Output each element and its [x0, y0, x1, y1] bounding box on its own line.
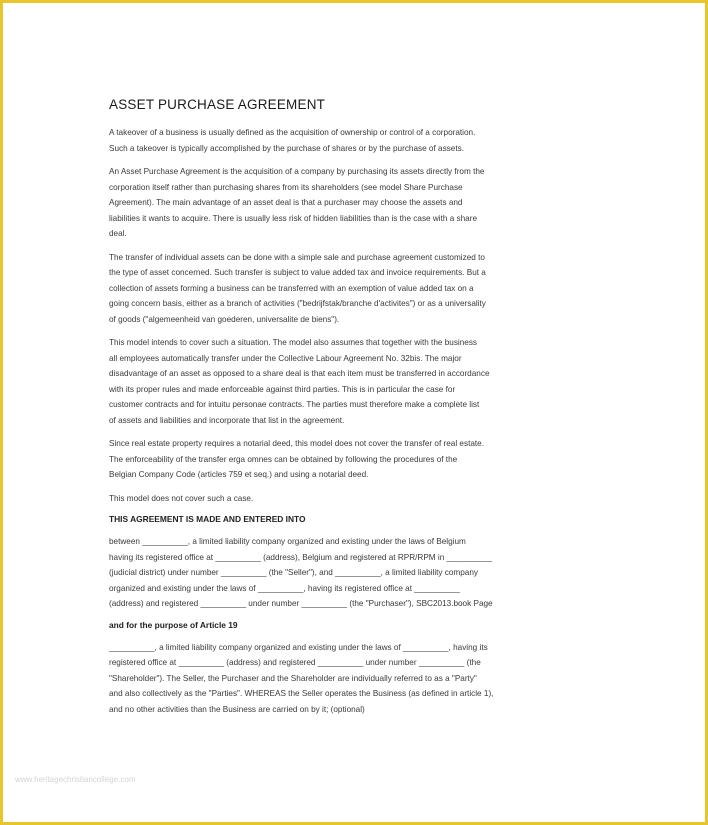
paragraph-asset-purchase: [109, 164, 597, 242]
text-line: Such a takeover is typically accomplished by the purchase of shares or by the purchase of assets.: [109, 143, 464, 153]
article-heading: and for the purpose of Article 19: [109, 619, 238, 630]
paragraph-real-estate: [109, 436, 597, 483]
text-line: liabilities it wants to acquire. There is usually less risk of hidden liabilities than is the case with a share: [109, 213, 478, 223]
text-line: and also collectively as the "Parties". WHEREAS the Seller operates the Business (as defined in article 1),: [109, 689, 494, 698]
text-line: (judicial district) under number __________ (the "Seller"), and __________, a limited liability company: [109, 568, 479, 577]
paragraph-no-cover: [109, 491, 597, 507]
text-line: This model intends to cover such a situation. The model also assumes that together with the business: [109, 338, 478, 347]
text-line: This model does not cover such a case.: [109, 493, 254, 503]
text-line: organized and existing under the laws of __________, having its registered office at __________: [109, 583, 460, 593]
document-body: [109, 93, 597, 725]
paragraph-transfer: [109, 250, 597, 328]
text-line: registered office at __________ (address) and registered __________ under number __________ (the: [109, 658, 481, 667]
text-line: Agreement). The main advantage of an asset deal is that a purchaser may choose the assets and: [109, 198, 463, 207]
watermark-text: www.heritagechristiancollege.com: [15, 775, 136, 784]
paragraph-shareholder: [109, 640, 597, 718]
text-line: the type of asset concerned. Such transfer is subject to value added tax and invoice requirements. But a: [109, 268, 486, 277]
text-line: of assets and liabilities and incorporate that list in the agreement.: [109, 415, 345, 425]
text-line: A takeover of a business is usually defined as the acquisition of ownership or control of a corporation.: [109, 128, 476, 137]
text-line: having its registered office at __________ (address), Belgium and registered at RPR/RPM in __________: [109, 552, 493, 562]
text-line: customer contracts and for intuitu personae contracts. The parties must therefore make a complete list: [109, 400, 480, 409]
paragraph-parties: [109, 534, 597, 612]
text-line: The enforceability of the transfer erga omnes can be obtained by following the procedures of the: [109, 454, 458, 464]
text-line: (address) and registered __________ under number __________ (the "Purchaser"), SBC2013.book Page: [109, 599, 493, 608]
text-line: collection of assets forming a business can be transferred with an exemption of value added tax on a: [109, 283, 474, 293]
text-line: Belgian Company Code (articles 759 et seq.) and using a notarial deed.: [109, 470, 369, 479]
text-line: all employees automatically transfer under the Collective Labour Agreement No. 32bis. The major: [109, 353, 462, 363]
text-line: An Asset Purchase Agreement is the acquisition of a company by purchasing its assets directly from the: [109, 167, 485, 176]
document-title: ASSET PURCHASE AGREEMENT: [109, 97, 326, 112]
document-page: [3, 3, 705, 822]
paragraph-model-scope: [109, 335, 597, 428]
text-line: Since real estate property requires a notarial deed, this model does not cover the transfer of real estate.: [109, 439, 485, 448]
text-line: "Shareholder"). The Seller, the Purchaser and the Shareholder are individually referred to as a "Party": [109, 673, 477, 683]
text-line: between __________, a limited liability company organized and existing under the laws of Belgium: [109, 537, 466, 546]
text-line: deal.: [109, 229, 127, 238]
text-line: with its proper rules and made enforceable against third parties. This is in particular the case for: [109, 384, 456, 394]
paragraph-takeover: [109, 125, 597, 156]
text-line: of goods ("algemeenheid van goederen, universalite de biens").: [109, 314, 340, 324]
agreement-heading: THIS AGREEMENT IS MADE AND ENTERED INTO: [109, 514, 306, 524]
text-line: The transfer of individual assets can be done with a simple sale and purchase agreement customized to: [109, 252, 485, 262]
text-line: and no other activities than the Business are carried on by it; (optional): [109, 704, 365, 714]
text-line: disadvantage of an asset as opposed to a share deal is that each item must be transferred in accordance: [109, 369, 490, 378]
text-line: going concern basis, either as a branch of activities ("bedrijfstak/branche d'activites") or as a universality: [109, 299, 486, 308]
text-line: corporation itself rather than purchasing shares from its shareholders (see model Share Purchase: [109, 182, 463, 192]
text-line: __________, a limited liability company organized and existing under the laws of __________, having its: [109, 642, 488, 652]
